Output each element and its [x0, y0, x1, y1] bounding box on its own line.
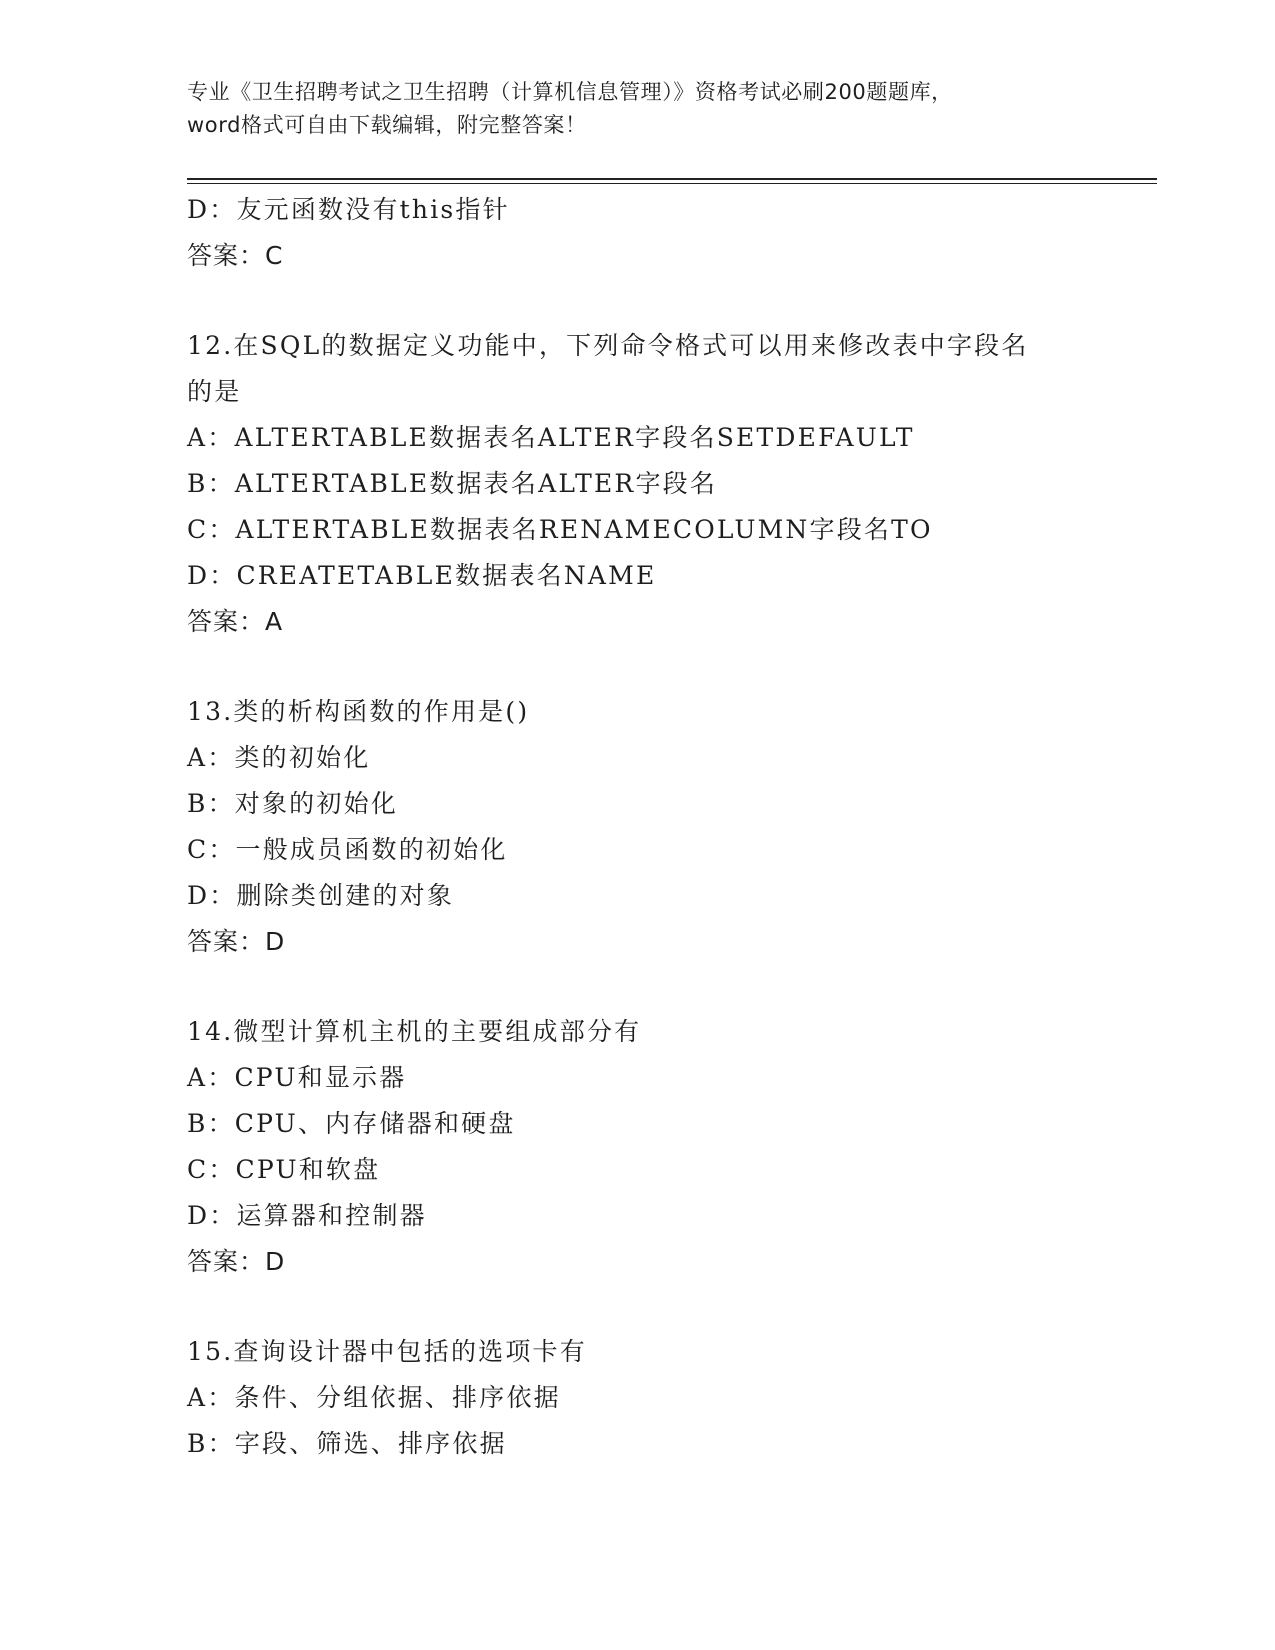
question-content	[187, 187, 1157, 1467]
option-c: C：CPU和软盘	[187, 1155, 381, 1184]
document-page	[187, 0, 1157, 1650]
option-a: A：类的初始化	[187, 743, 371, 772]
option-b: B：字段、筛选、排序依据	[187, 1429, 507, 1458]
question-stem: 12.在SQL的数据定义功能中，下列命令格式可以用来修改表中字段名	[187, 331, 1029, 360]
option-b: B：CPU、内存储器和硬盘	[187, 1109, 516, 1138]
answer: 答案：A	[187, 607, 284, 636]
spacer	[187, 645, 1157, 689]
question-11-answer: 答案：C	[187, 241, 284, 270]
question-13	[187, 689, 1157, 965]
answer: 答案：D	[187, 927, 286, 956]
option-b: B：对象的初始化	[187, 789, 398, 818]
question-14	[187, 1009, 1157, 1285]
option-a: A：ALTERTABLE数据表名ALTER字段名SETDEFAULT	[187, 423, 915, 452]
question-stem: 15.查询设计器中包括的选项卡有	[187, 1337, 587, 1366]
option-d: D：CREATETABLE数据表名NAME	[187, 561, 657, 590]
header-line-2: word格式可自由下载编辑，附完整答案！	[187, 113, 587, 137]
option-a: A：条件、分组依据、排序依据	[187, 1383, 561, 1412]
spacer	[187, 1285, 1157, 1329]
option-d: D：删除类创建的对象	[187, 881, 455, 910]
question-stem: 13.类的析构函数的作用是()	[187, 697, 530, 726]
question-stem-continued: 的是	[187, 377, 242, 406]
document-header	[187, 76, 1087, 142]
question-12	[187, 323, 1157, 645]
spacer	[187, 965, 1157, 1009]
answer: 答案：D	[187, 1247, 286, 1276]
question-15	[187, 1329, 1157, 1467]
option-c: C：一般成员函数的初始化	[187, 835, 508, 864]
option-d: D：运算器和控制器	[187, 1201, 427, 1230]
question-stem: 14.微型计算机主机的主要组成部分有	[187, 1017, 642, 1046]
question-11-option-d: D：友元函数没有this指针	[187, 195, 510, 224]
option-a: A：CPU和显示器	[187, 1063, 407, 1092]
option-c: C：ALTERTABLE数据表名RENAMECOLUMN字段名TO	[187, 515, 933, 544]
header-line-1: 专业《卫生招聘考试之卫生招聘（计算机信息管理）》资格考试必刷200题题库，	[187, 80, 953, 104]
spacer	[187, 279, 1157, 323]
option-b: B：ALTERTABLE数据表名ALTER字段名	[187, 469, 718, 498]
header-divider	[187, 178, 1157, 184]
